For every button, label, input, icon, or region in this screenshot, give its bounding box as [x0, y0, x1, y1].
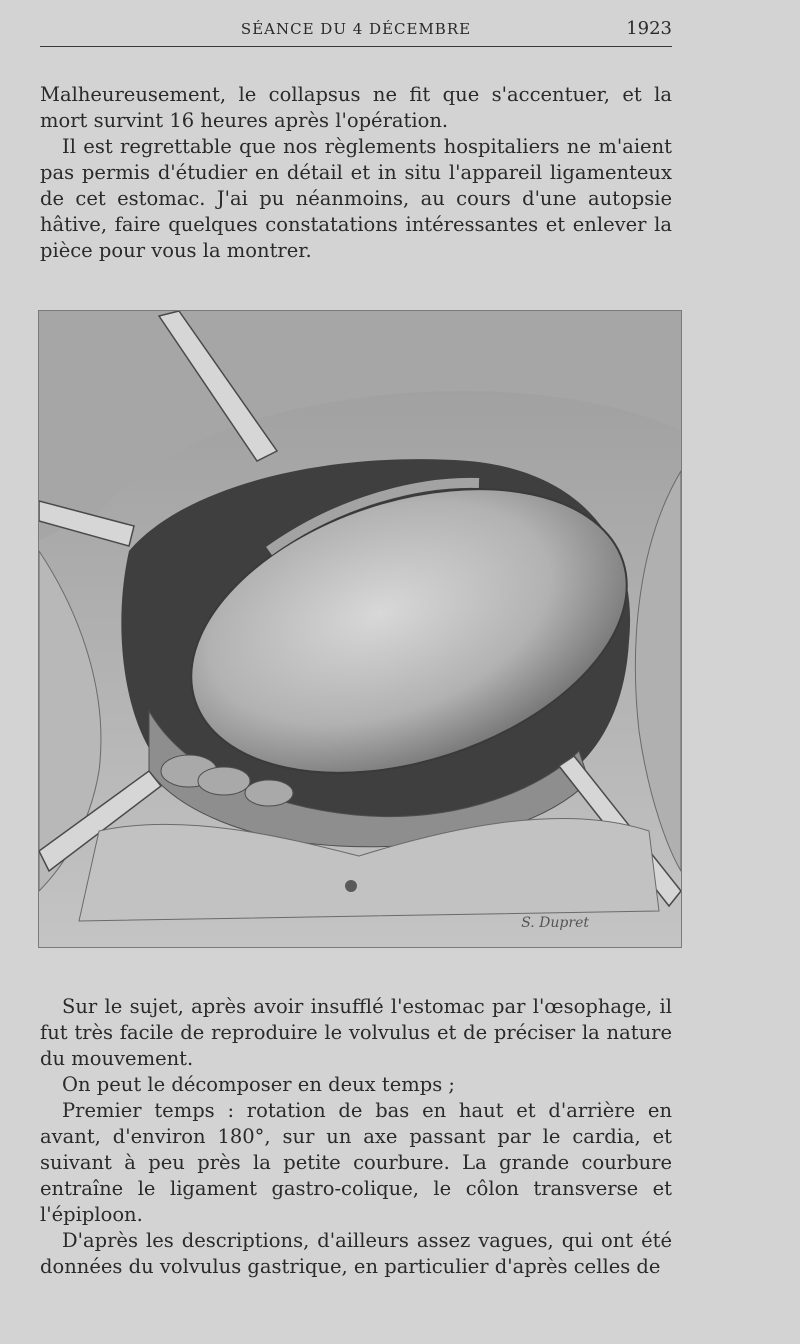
- paragraph: On peut le décomposer en deux temps ;: [62, 1073, 455, 1096]
- paragraph: Premier temps : rotation de bas en haut et d'arrière en avant, d'environ 180°, sur un axe passant par le cardia, et suivant à peu près la petite courbure. La grande courbure entraîne le ligament gastro-colique, le côlon transverse et l'épiploon.: [40, 1099, 672, 1226]
- text-block-top: [40, 82, 672, 264]
- running-title: SÉANCE DU 4 DÉCEMBRE: [240, 20, 472, 38]
- page-number: 1923: [626, 18, 672, 39]
- paragraph: Malheureusement, le collapsus ne fit que s'accentuer, et la mort survint 16 heures après l'opération.: [40, 83, 672, 132]
- paragraph: Il est regrettable que nos règlements hospitaliers ne m'aient pas permis d'étudier en détail et in situ l'appareil ligamenteux de cet estomac. J'ai pu néanmoins, au cours d'une autopsie hâtive, faire quelques constatations intéressantes et enlever la pièce pour vous la montrer.: [40, 135, 672, 262]
- paragraph: D'après les descriptions, d'ailleurs assez vagues, qui ont été données du volvulus gastrique, en particulier d'après celles de: [40, 1229, 672, 1278]
- running-header: [40, 18, 672, 47]
- stomach-volvulus-drawing: [39, 311, 681, 947]
- paragraph: Sur le sujet, après avoir insufflé l'estomac par l'œsophage, il fut très facile de reproduire le volvulus et de préciser la nature du mouvement.: [40, 995, 672, 1070]
- anatomical-illustration: [38, 310, 682, 948]
- umbilicus: [345, 880, 357, 892]
- artist-signature: S. Dupret: [521, 915, 589, 931]
- text-block-bottom: [40, 994, 672, 1280]
